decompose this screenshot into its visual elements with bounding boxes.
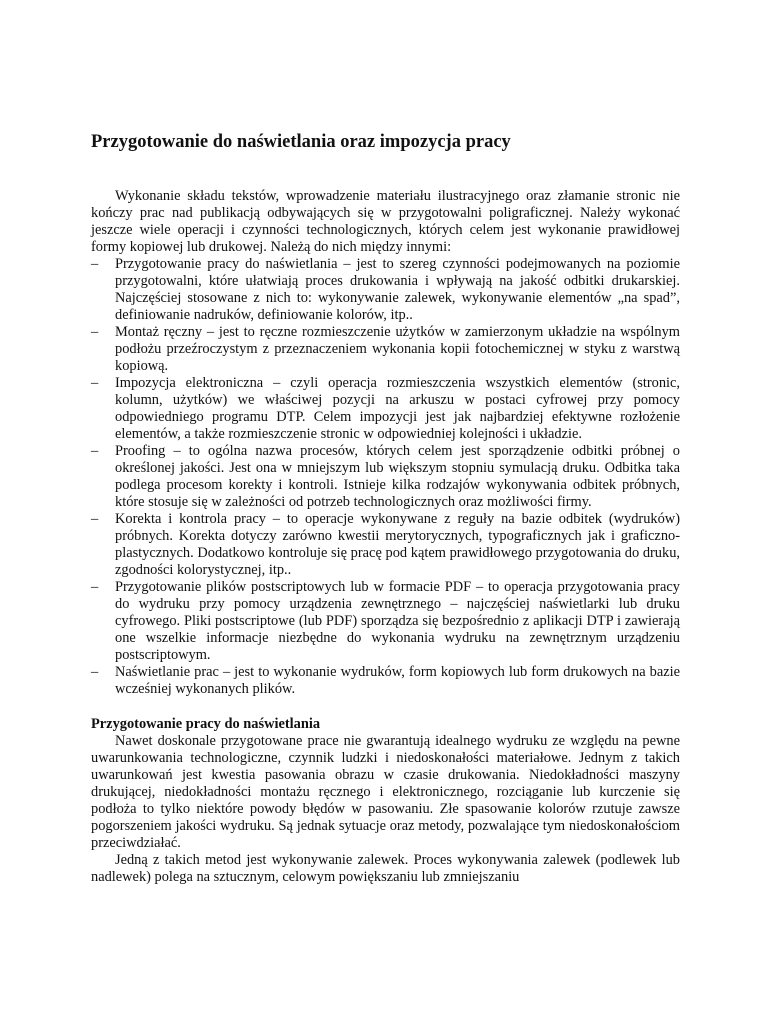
list-item-text: Przygotowanie plików postscriptowych lub w formacie PDF – to operacja przygotowania pracy do wydruku przy pomocy urządzenia zewnętrznego – najczęściej naświetlarki lub druku cyfrowego. Pliki postscriptowe (lub PDF) sporządza się bezpośrednio z aplikacji DTP i zawierają one wszelkie informacje niezbędne do wykonania wydruku na zewnętrznym urządzeniu postscriptowym. bbox=[115, 579, 680, 663]
document-body bbox=[91, 188, 680, 886]
list-item-text: Korekta i kontrola pracy – to operacje wykonywane z reguły na bazie odbitek (wydruków) próbnych. Korekta dotyczy zarówno kwestii merytorycznych, typograficznych jak i graficzno-plastycznych. Dodatkowo kontroluje się pracę pod kątem prawidłowego przygotowania do druku, zgodności kolorystycznej, itp.. bbox=[115, 511, 680, 578]
list-item-text: Naświetlanie prac – jest to wykonanie wydruków, form kopiowych lub form drukowych na bazie wcześniej wykonanych plików. bbox=[115, 664, 680, 697]
dash-bullet: – bbox=[91, 256, 99, 272]
operations-list bbox=[91, 256, 680, 698]
section-paragraph: Nawet doskonale przygotowane prace nie gwarantują idealnego wydruku ze względu na pewne uwarunkowania technologiczne, czynnik ludzki i niedoskonałości materiałowe. Jednym z takich uwarunkowań jest kwestia pasowania obrazu w czasie drukowania. Niedokładności maszyny drukującej, niedokładności montażu ręcznego i elektronicznego, rozciąganie lub kurczenie się podłoża to tylko niektóre powody błędów w pasowaniu. Złe spasowanie kolorów rzutuje zawsze pogorszeniem jakości wydruku. Są jednak sytuacje oraz metody, pozwalające tym niedoskonałościom przeciwdziałać. bbox=[91, 733, 680, 851]
list-item-text: Montaż ręczny – jest to ręczne rozmieszczenie użytków w zamierzonym układzie na wspólnym podłożu przeźroczystym z przeznaczeniem wykonania kopii fotochemicznej w styku z warstwą kopiową. bbox=[115, 324, 680, 374]
dash-bullet: – bbox=[91, 664, 99, 680]
list-item bbox=[91, 324, 680, 375]
intro-paragraph: Wykonanie składu tekstów, wprowadzenie materiału ilustracyjnego oraz złamanie stronic nie kończy prac nad publikacją odbywających się w przygotowalni poligraficznej. Należy wykonać jeszcze wiele operacji i czynności technologicznych, których celem jest wykonanie prawidłowej formy kopiowej lub drukowej. Należą do nich między innymi: bbox=[91, 188, 680, 255]
dash-bullet: – bbox=[91, 324, 99, 340]
section-heading: Przygotowanie pracy do naświetlania bbox=[91, 716, 321, 732]
section-paragraph: Jedną z takich metod jest wykonywanie zalewek. Proces wykonywania zalewek (podlewek lub nadlewek) polega na sztucznym, celowym powiększaniu lub zmniejszaniu bbox=[91, 852, 680, 885]
dash-bullet: – bbox=[91, 579, 99, 595]
list-item bbox=[91, 579, 680, 664]
list-item-text: Proofing – to ogólna nazwa procesów, których celem jest sporządzenie odbitki próbnej o określonej jakości. Jest ona w mniejszym lub większym stopniu symulacją druku. Odbitka taka podlega procesom korekty i kontroli. Istnieje kilka rodzajów wykonywania odbitek próbnych, które stosuje się w zależności od potrzeb technologicznych oraz możliwości firmy. bbox=[115, 443, 680, 510]
list-item bbox=[91, 443, 680, 511]
list-item bbox=[91, 375, 680, 443]
dash-bullet: – bbox=[91, 443, 99, 459]
dash-bullet: – bbox=[91, 375, 99, 391]
list-item bbox=[91, 511, 680, 579]
document-title: Przygotowanie do naświetlania oraz impozycja pracy bbox=[91, 132, 511, 152]
list-item-text: Przygotowanie pracy do naświetlania – jest to szereg czynności podejmowanych na poziomie przygotowalni, które ułatwiają proces drukowania i wpływają na jakość odbitki drukarskiej. Najczęściej stosowane z nich to: wykonywanie zalewek, wykonywanie elementów „na spad”, definiowanie nadruków, definiowanie kolorów, itp.. bbox=[115, 256, 680, 323]
list-item bbox=[91, 256, 680, 324]
list-item bbox=[91, 664, 680, 698]
list-item-text: Impozycja elektroniczna – czyli operacja rozmieszczenia wszystkich elementów (stronic, kolumn, użytków) we właściwej pozycji na arkuszu w postaci cyfrowej przy pomocy odpowiedniego programu DTP. Celem impozycji jest jak najbardziej efektywne rozłożenie elementów, a także rozmieszczenie stronic w odpowiedniej kolejności i układzie. bbox=[115, 375, 680, 442]
dash-bullet: – bbox=[91, 511, 99, 527]
